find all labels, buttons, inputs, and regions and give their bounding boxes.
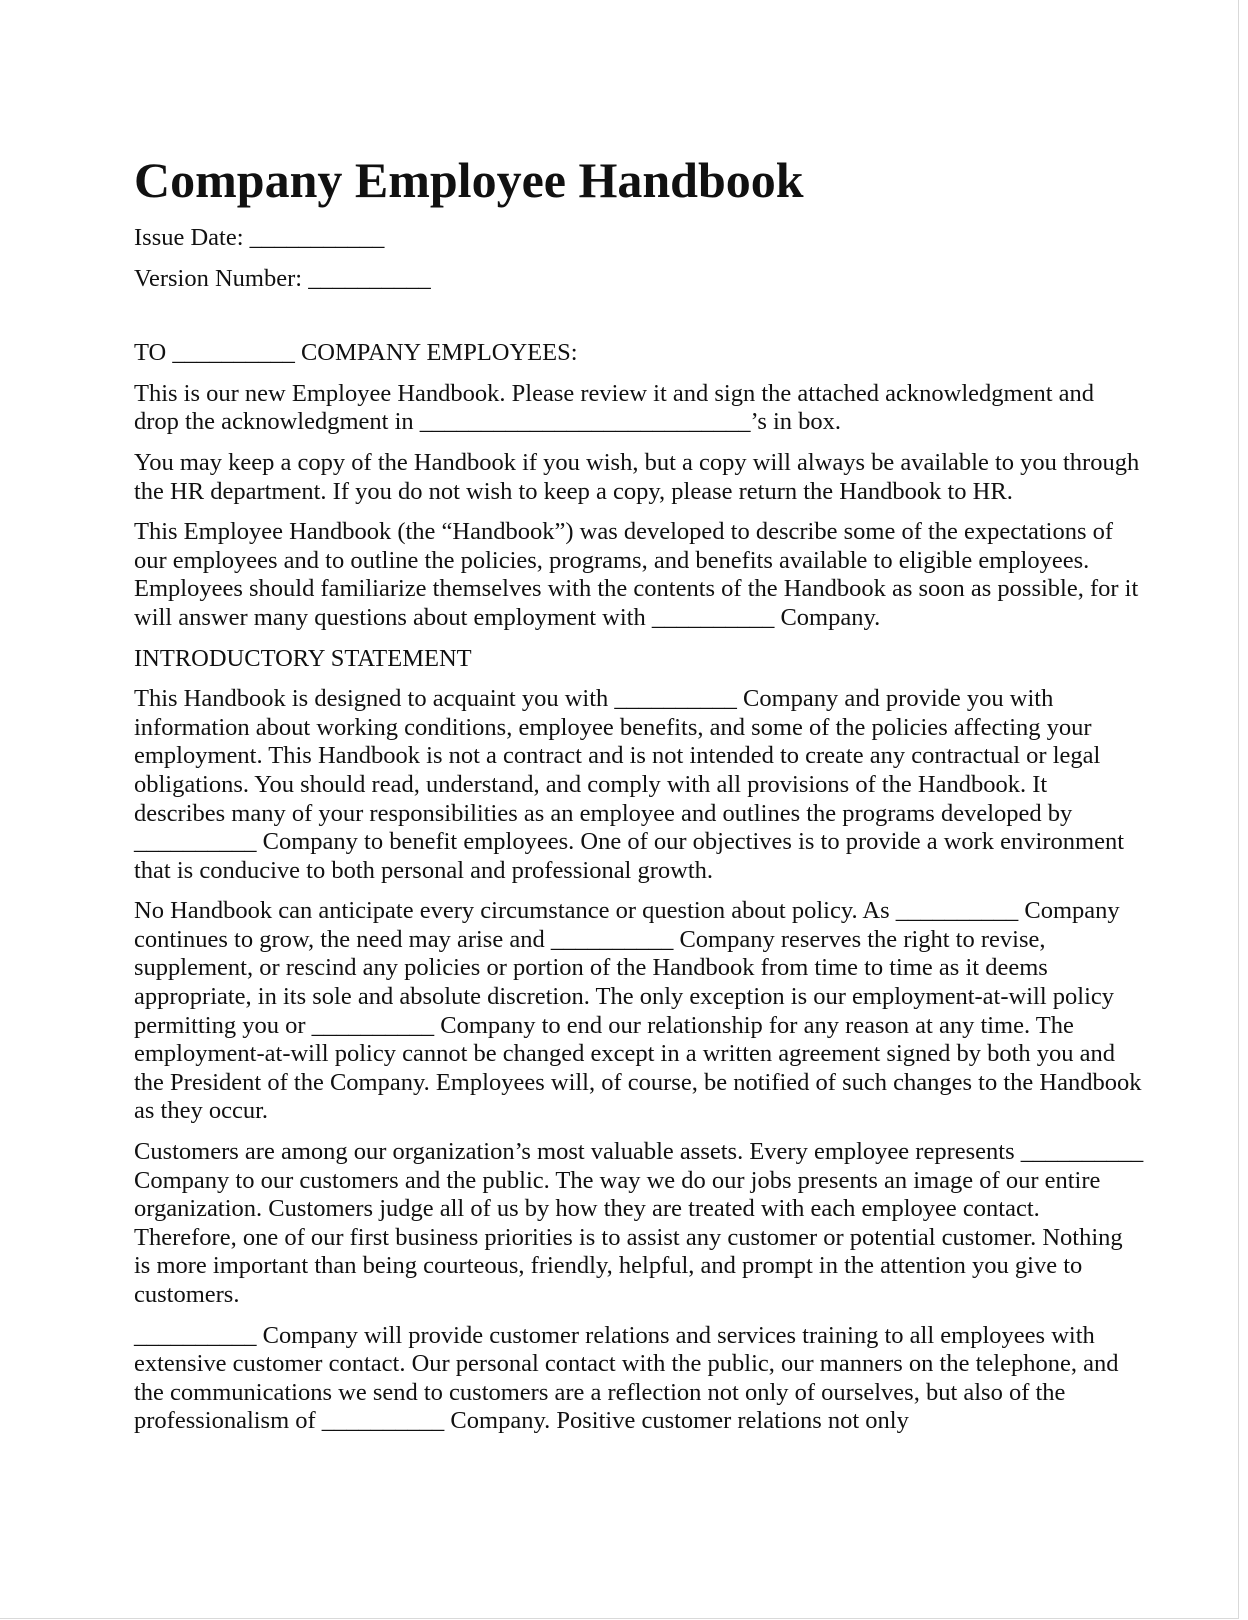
paragraph-customers: Customers are among our organization’s most valuable assets. Every employee represents __________ Company to our customers and the public. The way we do our jobs presents an image of our entire organization. Customers judge all of us by how they are treated with each employee contact. Therefore, one of our first business priorities is to assist any customer or potential customer. Nothing is more important than being courteous, friendly, helpful, and prompt in the attention you give to customers. <box>134 1138 1144 1308</box>
document-body <box>134 150 1144 1448</box>
issue-date-line: Issue Date: ___________ <box>134 224 385 251</box>
paragraph-policy-changes: No Handbook can anticipate every circumstance or question about policy. As __________ Company continues to grow, the need may arise and __________ Company reserves the right to revise, supplement, or rescind any policies or portion of the Handbook from time to time as it deems appropriate, in its sole and absolute discretion. The only exception is our employment-at-will policy permitting you or __________ Company to end our relationship for any reason at any time. The employment-at-will policy cannot be changed except in a written agreement signed by both you and the President of the Company. Employees will, of course, be notified of such changes to the Handbook as they occur. <box>134 897 1142 1125</box>
paragraph-acknowledgment: This is our new Employee Handbook. Please review it and sign the attached acknowledgment and drop the acknowledgment in ___________________________’s in box. <box>134 379 1094 436</box>
paragraph-customer-training: __________ Company will provide customer relations and services training to all employees with extensive customer contact. Our personal contact with the public, our manners on the telephone, and the communications we send to customers are a reflection not only of ourselves, but also of the professionalism of __________ Company. Positive customer relations not only <box>134 1321 1119 1435</box>
paragraph-acquaint: This Handbook is designed to acquaint you with __________ Company and provide you with information about working conditions, employee benefits, and some of the policies affecting your employment. This Handbook is not a contract and is not intended to create any contractual or legal obligations. You should read, understand, and comply with all provisions of the Handbook. It describes many of your responsibilities as an employee and outlines the programs developed by __________ Company to benefit employees. One of our objectives is to provide a work environment that is conducive to both personal and professional growth. <box>134 685 1125 884</box>
version-number-line: Version Number: __________ <box>134 264 431 292</box>
paragraph-copy: You may keep a copy of the Handbook if you wish, but a copy will always be available to you through the HR department. If you do not wish to keep a copy, please return the Handbook to HR. <box>134 448 1140 505</box>
section-heading-introductory: INTRODUCTORY STATEMENT <box>134 644 472 672</box>
paragraph-handbook-purpose: This Employee Handbook (the “Handbook”) was developed to describe some of the expectations of our employees and to outline the policies, programs, and benefits available to eligible employees. Employees should familiarize themselves with the contents of the Handbook as soon as possible, for it will answer many questions about employment with __________ Company. <box>134 518 1139 631</box>
salutation: TO __________ COMPANY EMPLOYEES: <box>134 339 578 367</box>
document-title: Company Employee Handbook <box>134 152 804 208</box>
